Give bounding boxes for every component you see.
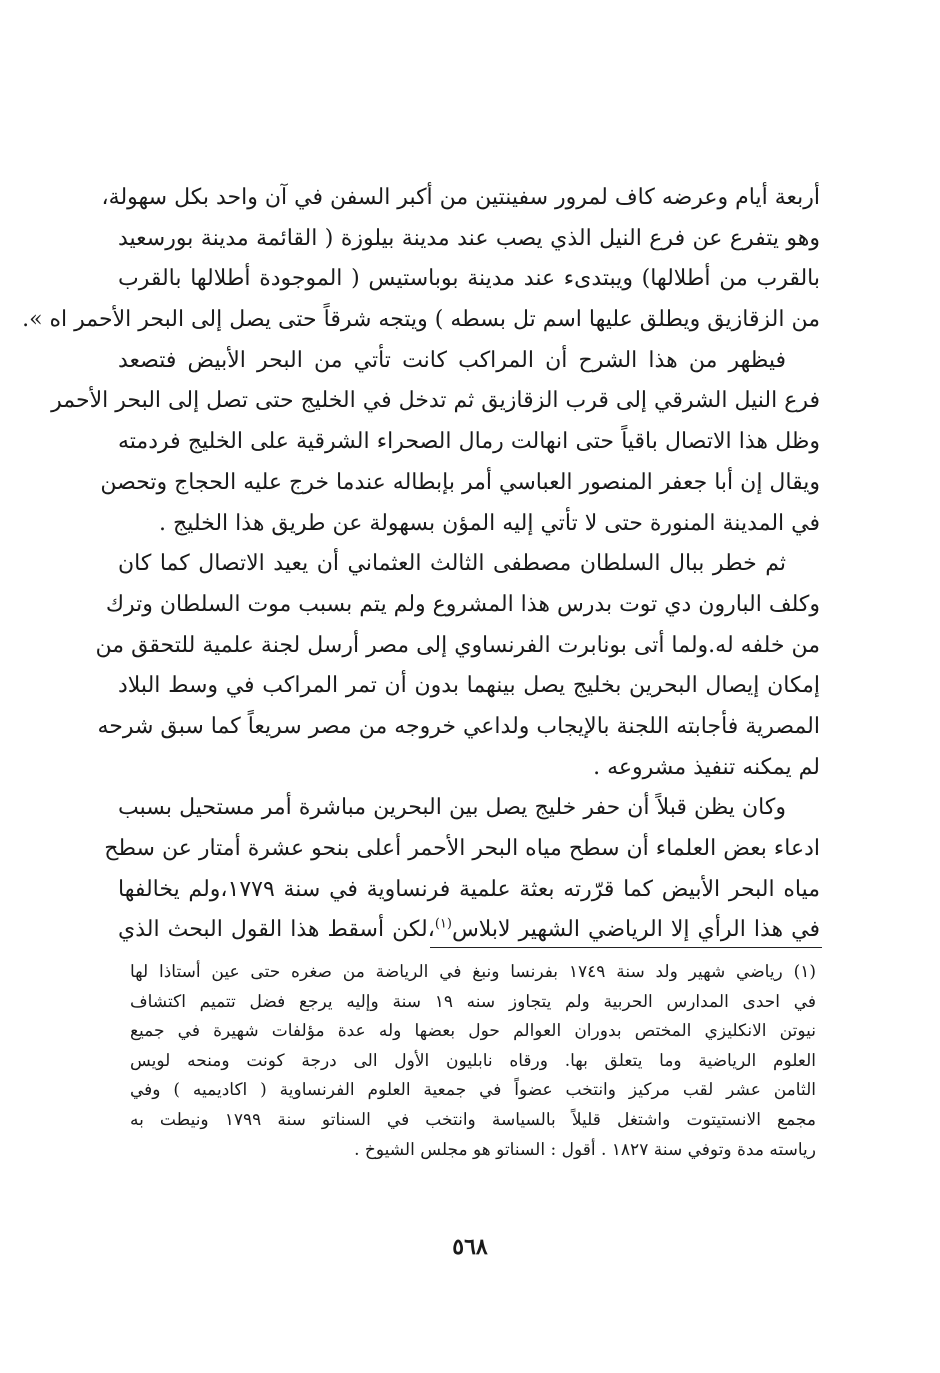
text-segment: ،لكن أسقط هذا القول البحث الذي (118, 917, 435, 943)
footnote-line: الثامن عشر لقب مركيز وانتخب عضواً في جمعية العلوم الفرنساوية ( اكاديميه ) وفي (130, 1080, 816, 1101)
footnote-separator (430, 947, 822, 948)
text-line: ثم خطر ببال السلطان مصطفى الثالث العثماني أن يعيد الاتصال كما كان (118, 551, 786, 577)
text-line: ويقال إن أبا جعفر المنصور العباسي أمر بإبطاله عندما خرج عليه الحجاج وتحصن (100, 469, 820, 495)
body-text (22, 178, 820, 951)
text-segment: في هذا الرأي إلا الرياضي الشهير لابلاس (451, 917, 820, 943)
text-line: فيظهر من هذا الشرح أن المراكب كانت تأتي من البحر الأبيض فتصعد (118, 347, 786, 373)
footnote-line: مجمع الانستيتوت واشتغل قليلاً بالسياسة وانتخب في السناتو سنة ١٧٩٩ ونيطت به (130, 1109, 816, 1130)
text-line: لم يمكنه تنفيذ مشروعه . (593, 754, 820, 780)
text-line (118, 910, 820, 951)
text-line: ادعاء بعض العلماء أن سطح مياه البحر الأحمر أعلى بنحو عشرة أمتار عن سطح (104, 836, 820, 861)
text-line: بالقرب من أطلالها) ويبتدىء عند مدينة بوباستيس ( الموجودة أطلالها بالقرب (118, 266, 820, 292)
text-line: فرع النيل الشرقي إلى قرب الزقازيق ثم تدخل في الخليج حتى تصل إلى البحر الأحمر (51, 388, 820, 414)
text-line: أربعة أيام وعرضه كاف لمرور سفينتين من أكبر السفن في آن واحد بكل سهولة، (101, 185, 820, 210)
text-line: من الزقازيق ويطلق عليها اسم تل بسطه ) ويتجه شرقاً حتى يصل إلى البحر الأحمر اه ». (22, 307, 820, 333)
text-line: وظل هذا الاتصال باقياً حتى انهالت رمال الصحراء الشرقية على الخليج فردمته (118, 429, 820, 455)
text-line: مياه البحر الأبيض كما قرّرته بعثة علمية فرنساوية في سنة ١٧٧٩،ولم يخالفها (118, 876, 820, 902)
footnote-marker[interactable]: (١) (434, 917, 452, 933)
text-line: وكلف البارون دي توت بدرس هذا المشروع ولم يتم بسبب موت السلطان وترك (105, 591, 820, 617)
footnote-line: نيوتن الانكليزي المختص بدوران العوالم حول بعضها وله عدة مؤلفات شهيرة في جميع (130, 1021, 816, 1042)
footnote-line: في احدى المدارس الحربية ولم يتجاوز سنه ١٩ سنة وإليه يرجع فضل تتميم اكتشاف (130, 991, 817, 1012)
text-line: في المدينة المنورة حتى لا تأتي إليه المؤن بسهولة عن طريق هذا الخليج . (159, 510, 820, 536)
footnote-line: العلوم الرياضية وما يتعلق بها. ورقاه نابليون الأول الى درجة كونت ومنحه لويس (130, 1050, 816, 1071)
page-number: ٥٦٨ (452, 1234, 488, 1260)
text-line: المصرية فأجابته اللجنة بالإيجاب ولداعي خروجه من مصر سريعاً كما سبق شرحه (97, 713, 820, 739)
text-line: وهو يتفرع عن فرع النيل الذي يصب عند مدينة بيلوزة ( القائمة مدينة بورسعيد (118, 225, 820, 251)
footnote-line: (١) رياضي شهير ولد سنة ١٧٤٩ بفرنسا ونبغ في الرياضة من صغره حتى عين أستاذا لها (130, 962, 816, 982)
footnote-line: رياسته مدة وتوفي سنة ١٨٢٧ . أقول : السناتو هو مجلس الشيوخ . (354, 1139, 816, 1160)
text-line: من خلفه له.ولما أتى بونابرت الفرنساوي إلى مصر أرسل لجنة علمية للتحقق من (95, 632, 820, 658)
text-line: إمكان إيصال البحرين بخليج يصل بينهما بدون أن تمر المراكب في وسط البلاد (118, 673, 820, 699)
text-line: وكان يظن قبلاً أن حفر خليج يصل بين البحرين مباشرة أمر مستحيل بسبب (118, 795, 786, 821)
footnotes (130, 958, 816, 1165)
